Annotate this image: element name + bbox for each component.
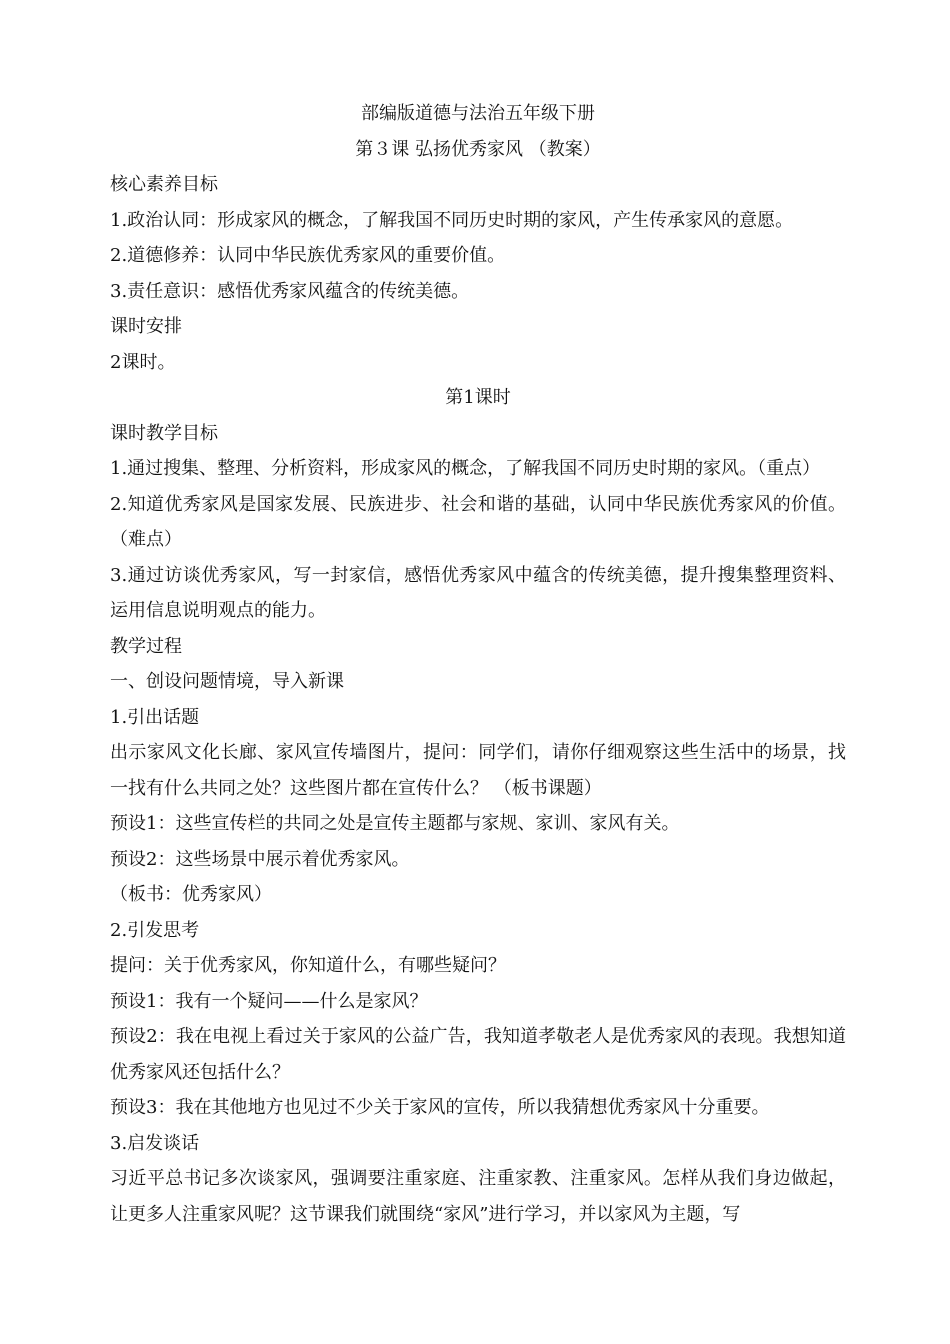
step-2-question: 提问：关于优秀家风，你知道什么，有哪些疑问？ bbox=[110, 955, 506, 976]
step-2-heading: 2.引发思考 bbox=[110, 919, 200, 941]
core-goals-heading: 核心素养目标 bbox=[110, 174, 218, 195]
step-1-preset-1: 预设1：这些宣传栏的共同之处是宣传主题都与家规、家训、家风有关。 bbox=[110, 813, 680, 834]
lesson-title: 第３课 弘扬优秀家风 （教案） bbox=[355, 138, 601, 160]
period-goal-1: 1.通过搜集、整理、分析资料，形成家风的概念，了解我国不同历史时期的家风。（重点） bbox=[110, 458, 821, 479]
step-2-preset-1: 预设1：我有一个疑问——什么是家风？ bbox=[110, 990, 428, 1012]
step-1-preset-2: 预设2：这些场景中展示着优秀家风。 bbox=[110, 848, 410, 870]
process-section-1: 一、创设问题情境，导入新课 bbox=[110, 671, 344, 692]
process-heading: 教学过程 bbox=[110, 635, 182, 657]
period-goals-heading: 课时教学目标 bbox=[110, 422, 218, 444]
core-goal-2: 2.道德修养：认同中华民族优秀家风的重要价值。 bbox=[110, 245, 506, 266]
document-title: 部编版道德与法治五年级下册 bbox=[361, 103, 595, 124]
schedule-heading: 课时安排 bbox=[110, 316, 182, 337]
schedule-text: 2课时。 bbox=[110, 351, 176, 373]
step-1-heading: 1.引出话题 bbox=[110, 706, 200, 728]
core-goal-1: 1.政治认同：形成家风的概念，了解我国不同历史时期的家风，产生传承家风的意愿。 bbox=[110, 209, 794, 231]
document-content bbox=[110, 96, 846, 1232]
step-3-text: 习近平总书记多次谈家风，强调要注重家庭、注重家教、注重家风。怎样从我们身边做起，让更多人注重家风呢？这节课我们就围绕“家风”进行学习，并以家风为主题，写 bbox=[110, 1168, 846, 1225]
step-1-board-note: （板书：优秀家风） bbox=[110, 884, 272, 905]
period-goal-3: 3.通过访谈优秀家风，写一封家信，感悟优秀家风中蕴含的传统美德，提升搜集整理资料、运用信息说明观点的能力。 bbox=[110, 564, 846, 621]
period-goal-2: 2.知道优秀家风是国家发展、民族进步、社会和谐的基础，认同中华民族优秀家风的价值。（难点） bbox=[110, 493, 846, 550]
step-3-heading: 3.启发谈话 bbox=[110, 1132, 200, 1154]
core-goal-3: 3.责任意识：感悟优秀家风蕴含的传统美德。 bbox=[110, 280, 470, 302]
step-1-text: 出示家风文化长廊、家风宣传墙图片，提问：同学们，请你仔细观察这些生活中的场景，找一找有什么共同之处？这些图片都在宣传什么？ （板书课题） bbox=[110, 742, 846, 799]
step-2-preset-2: 预设2：我在电视上看过关于家风的公益广告，我知道孝敬老人是优秀家风的表现。我想知道优秀家风还包括什么？ bbox=[110, 1026, 846, 1083]
period-one-heading: 第1课时 bbox=[445, 387, 511, 408]
step-2-preset-3: 预设3：我在其他地方也见过不少关于家风的宣传，所以我猜想优秀家风十分重要。 bbox=[110, 1097, 770, 1118]
